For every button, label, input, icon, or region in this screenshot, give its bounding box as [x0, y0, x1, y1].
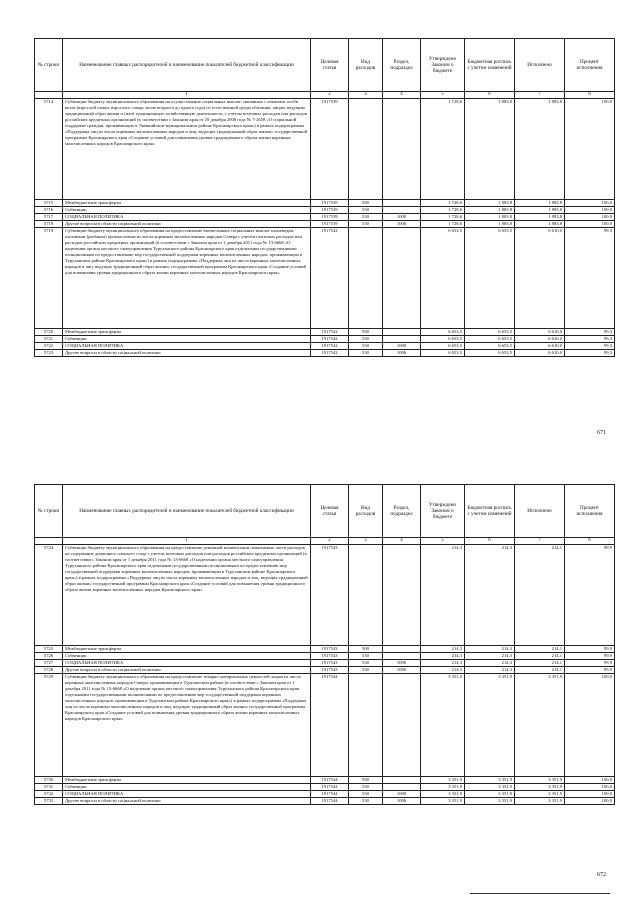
table-row	[35, 228, 615, 329]
cell-target: 1917543	[311, 545, 349, 646]
col-index: 2	[311, 92, 349, 99]
cell-approved: 3 351,9	[421, 798, 465, 805]
cell-target: 1917543	[311, 667, 349, 674]
cell-budget: 3 351,9	[465, 798, 515, 805]
cell-executed: 214,1	[515, 545, 565, 646]
col-index: 7	[515, 92, 565, 99]
cell-percent: 100,0	[565, 674, 615, 777]
col-index: 4	[383, 538, 421, 545]
cell-percent: 99,9	[565, 667, 615, 674]
cell-kind: 530	[349, 798, 383, 805]
cell-percent: 100,0	[565, 777, 615, 784]
header-target: Целевая статья	[311, 39, 349, 92]
cell-kind: 530	[349, 667, 383, 674]
header-row-no: № строки	[35, 485, 63, 538]
cell-row-no: 5725	[35, 646, 63, 653]
cell-name: СОЦИАЛЬНАЯ ПОЛИТИКА	[63, 791, 311, 798]
cell-row-no: 5716	[35, 207, 63, 214]
cell-approved: 3 351,9	[421, 791, 465, 798]
cell-executed: 1 883,8	[515, 214, 565, 221]
cell-approved: 6 653,5	[421, 228, 465, 329]
cell-executed: 1 883,8	[515, 207, 565, 214]
cell-approved: 1 728,6	[421, 207, 465, 214]
cell-target: 1917542	[311, 336, 349, 343]
cell-row-no: 5717	[35, 214, 63, 221]
table-row	[35, 214, 615, 221]
cell-section	[383, 228, 421, 329]
cell-row-no: 5731	[35, 784, 63, 791]
cell-kind: 530	[349, 221, 383, 228]
cell-budget: 6 653,5	[465, 343, 515, 350]
header-executed: Исполнено	[515, 39, 565, 92]
cell-approved: 6 653,5	[421, 329, 465, 336]
table-row	[35, 221, 615, 228]
cell-row-no: 5733	[35, 798, 63, 805]
cell-percent: 99,9	[565, 653, 615, 660]
footer-rule	[470, 893, 610, 894]
cell-executed: 214,1	[515, 660, 565, 667]
header-section: Раздел, подраздел	[383, 485, 421, 538]
cell-budget: 1 883,8	[465, 221, 515, 228]
cell-name: Межбюджетные трансферты	[63, 200, 311, 207]
cell-approved: 3 351,9	[421, 674, 465, 777]
cell-section	[383, 329, 421, 336]
cell-approved: 214,3	[421, 667, 465, 674]
cell-row-no: 5729	[35, 674, 63, 777]
cell-row-no: 5721	[35, 336, 63, 343]
cell-budget: 1 883,8	[465, 200, 515, 207]
cell-name: Межбюджетные трансферты	[63, 646, 311, 653]
cell-section: 1000	[383, 660, 421, 667]
header-kind: Вид расходов	[349, 485, 383, 538]
cell-target: 1917539	[311, 221, 349, 228]
cell-section	[383, 784, 421, 791]
table-row	[35, 798, 615, 805]
table-row	[35, 646, 615, 653]
cell-percent: 99,3	[565, 329, 615, 336]
cell-executed: 214,1	[515, 646, 565, 653]
budget-table-page-2	[34, 484, 615, 805]
cell-kind: 530	[349, 207, 383, 214]
cell-kind: 530	[349, 214, 383, 221]
col-index: 8	[565, 92, 615, 99]
cell-approved: 6 653,5	[421, 343, 465, 350]
cell-budget: 3 351,9	[465, 784, 515, 791]
cell-name: Межбюджетные трансферты	[63, 777, 311, 784]
cell-executed: 1 883,8	[515, 200, 565, 207]
header-budget-list: Бюджетная роспись с учетом изменений	[465, 39, 515, 92]
cell-target: 1917542	[311, 329, 349, 336]
cell-kind: 500	[349, 200, 383, 207]
cell-budget: 6 653,5	[465, 228, 515, 329]
cell-name: Другие вопросы в области социальной политики	[63, 221, 311, 228]
cell-row-no: 5719	[35, 228, 63, 329]
cell-row-no: 5726	[35, 653, 63, 660]
cell-kind: 500	[349, 329, 383, 336]
cell-kind: 530	[349, 336, 383, 343]
cell-approved: 3 351,9	[421, 784, 465, 791]
col-index: 3	[349, 92, 383, 99]
col-index: 2	[311, 538, 349, 545]
cell-target: 1917539	[311, 207, 349, 214]
col-index: 8	[565, 538, 615, 545]
cell-approved: 1 728,6	[421, 214, 465, 221]
col-index: 5	[421, 92, 465, 99]
cell-kind: 530	[349, 791, 383, 798]
table-row	[35, 207, 615, 214]
cell-row-no: 5730	[35, 777, 63, 784]
cell-budget: 1 883,8	[465, 207, 515, 214]
header-kind: Вид расходов	[349, 39, 383, 92]
cell-target: 1917539	[311, 214, 349, 221]
cell-budget: 1 883,8	[465, 99, 515, 200]
cell-name: Межбюджетные трансферты	[63, 329, 311, 336]
cell-approved: 214,3	[421, 545, 465, 646]
cell-name: Субвенции бюджету муниципального образования на предоставление ежемесячных социальных выплат оленеводам, охотникам (рыбакам) промысловым из числа коренных малочисленных народов Севера с учетом почтовых расходов или расходов российских кредитных организаций (в соответствии с Законом края от 1 декабря 2011 года № 13-6668 «О наделении органа местного самоуправления Туруханского района Красноярского края отдельными государственными полномочиями по предоставлению мер государственной поддержки коренных малочисленных народов, проживающим в Туруханском районе Красноярского края») в рамках подпрограммы «Поддержка лиц из числа коренных малочисленных народов и лиц, ведущих традиционный образ жизни» государственной программы Красноярского края «Создание условий для повышения уровня традиционного образа жизни коренных малочисленных народов Красноярского края»	[63, 228, 311, 329]
cell-budget: 6 653,5	[465, 350, 515, 357]
header-approved: Утверждено Законом о бюджете	[421, 485, 465, 538]
cell-name: Субвенции	[63, 653, 311, 660]
table-row	[35, 200, 615, 207]
cell-kind: 500	[349, 646, 383, 653]
table-row	[35, 350, 615, 357]
cell-executed: 214,1	[515, 653, 565, 660]
cell-approved: 1 728,6	[421, 99, 465, 200]
cell-executed: 3 351,9	[515, 798, 565, 805]
cell-target: 1917543	[311, 660, 349, 667]
table-row	[35, 660, 615, 667]
cell-row-no: 5718	[35, 221, 63, 228]
cell-executed: 3 351,9	[515, 674, 565, 777]
cell-row-no: 5715	[35, 200, 63, 207]
cell-section: 1006	[383, 798, 421, 805]
cell-name: Другие вопросы в области социальной политики	[63, 667, 311, 674]
table-header-row	[35, 485, 615, 538]
cell-percent: 100,0	[565, 99, 615, 200]
cell-executed: 6 610,0	[515, 350, 565, 357]
col-index: 1	[63, 92, 311, 99]
cell-executed: 1 883,8	[515, 99, 565, 200]
cell-target: 1917544	[311, 791, 349, 798]
cell-name: СОЦИАЛЬНАЯ ПОЛИТИКА	[63, 343, 311, 350]
cell-percent: 99,9	[565, 545, 615, 646]
cell-percent: 99,3	[565, 228, 615, 329]
column-index-row	[35, 538, 615, 545]
cell-approved: 1 728,6	[421, 221, 465, 228]
cell-name: Субвенции	[63, 784, 311, 791]
cell-row-no: 5720	[35, 329, 63, 336]
cell-kind: 530	[349, 660, 383, 667]
cell-percent: 100,0	[565, 200, 615, 207]
cell-budget: 214,3	[465, 660, 515, 667]
header-target: Целевая статья	[311, 485, 349, 538]
cell-budget: 3 351,9	[465, 777, 515, 784]
cell-kind: 530	[349, 343, 383, 350]
cell-executed: 214,1	[515, 667, 565, 674]
cell-row-no: 5732	[35, 791, 63, 798]
cell-section: 1000	[383, 214, 421, 221]
table-row	[35, 653, 615, 660]
cell-section	[383, 674, 421, 777]
table-header-row	[35, 39, 615, 92]
col-index: 4	[383, 92, 421, 99]
column-index-row	[35, 92, 615, 99]
cell-executed: 6 610,0	[515, 343, 565, 350]
cell-name: СОЦИАЛЬНАЯ ПОЛИТИКА	[63, 660, 311, 667]
cell-approved: 3 351,9	[421, 777, 465, 784]
cell-budget: 214,3	[465, 646, 515, 653]
cell-target: 1917542	[311, 228, 349, 329]
col-index: 6	[465, 92, 515, 99]
page-number: 671	[597, 430, 606, 436]
cell-percent: 99,9	[565, 660, 615, 667]
cell-percent: 100,0	[565, 214, 615, 221]
header-percent: Процент исполнения	[565, 39, 615, 92]
cell-name: СОЦИАЛЬНАЯ ПОЛИТИКА	[63, 214, 311, 221]
cell-budget: 3 351,9	[465, 674, 515, 777]
table-row	[35, 329, 615, 336]
cell-executed: 3 351,9	[515, 791, 565, 798]
cell-budget: 214,3	[465, 653, 515, 660]
cell-kind: 530	[349, 653, 383, 660]
header-name: Наименование главных распорядителей и наименование показателей бюджетной классификации	[63, 485, 311, 538]
cell-name: Другие вопросы в области социальной политики	[63, 350, 311, 357]
cell-row-no: 5723	[35, 350, 63, 357]
cell-budget: 214,3	[465, 545, 515, 646]
cell-percent: 100,0	[565, 221, 615, 228]
cell-target: 1917543	[311, 646, 349, 653]
cell-percent: 100,0	[565, 207, 615, 214]
cell-name: Субвенции бюджету муниципального образования на предоставление денежной компенсации пожизненно части расходов на содержание домашнего оленьего стада с учетом почтовых расходов или расходов российских кредитных организаций (в соответствии с Законом края от 1 декабря 2011 года № 13-6668 «О наделении органа местного самоуправления Туруханского района Красноярского края отдельными государственными полномочиями по предоставлению мер государственной поддержки коренных малочисленных народов, проживающим в Туруханском районе Красноярского края») в рамках подпрограммы «Поддержка лиц из числа коренных малочисленных народов и лиц, ведущих традиционный образ жизни» государственной программы Красноярского края «Создание условий для повышения уровня традиционного образа жизни коренных малочисленных народов Красноярского края»	[63, 545, 311, 646]
header-approved: Утверждено Законом о бюджете	[421, 39, 465, 92]
table-row	[35, 791, 615, 798]
col-index: 7	[515, 538, 565, 545]
cell-kind	[349, 228, 383, 329]
cell-approved: 6 653,5	[421, 350, 465, 357]
cell-kind	[349, 99, 383, 200]
cell-percent: 100,0	[565, 784, 615, 791]
cell-section: 1006	[383, 350, 421, 357]
cell-percent: 99,9	[565, 646, 615, 653]
cell-budget: 6 653,5	[465, 329, 515, 336]
cell-row-no: 5722	[35, 343, 63, 350]
header-percent: Процент исполнения	[565, 485, 615, 538]
cell-budget: 6 653,5	[465, 336, 515, 343]
header-row-no: № строки	[35, 39, 63, 92]
cell-executed: 6 610,0	[515, 228, 565, 329]
table-row	[35, 99, 615, 200]
col-index: 3	[349, 538, 383, 545]
cell-percent: 100,0	[565, 791, 615, 798]
cell-percent: 99,3	[565, 343, 615, 350]
cell-name: Субвенции	[63, 207, 311, 214]
header-executed: Исполнено	[515, 485, 565, 538]
cell-target: 1917543	[311, 653, 349, 660]
col-index: 5	[421, 538, 465, 545]
cell-target: 1917544	[311, 777, 349, 784]
page-number: 672	[597, 872, 606, 878]
cell-name: Субвенции	[63, 336, 311, 343]
cell-executed: 6 610,0	[515, 336, 565, 343]
cell-row-no: 5714	[35, 99, 63, 200]
cell-kind: 530	[349, 784, 383, 791]
cell-name: Другие вопросы в области социальной политики	[63, 798, 311, 805]
cell-target: 1917544	[311, 798, 349, 805]
cell-section	[383, 336, 421, 343]
cell-executed: 1 883,8	[515, 221, 565, 228]
cell-name: Субвенции бюджету муниципального образования на предоставление товарно-материальных ценностей лицам из числа коренных малочисленных народов Севера, проживающим в Туруханском районе (в соответствии с Законом края от 1 декабря 2011 года № 13-6668 «О наделении органа местного самоуправления Туруханского района Красноярского края отдельными государственными полномочиями по предоставлению мер государственной поддержки коренных малочисленных народов, проживающим в Туруханском районе Красноярского края») в рамках подпрограммы «Поддержка лиц из числа коренных малочисленных народов и лиц, ведущих традиционный образ жизни» государственной программы Красноярского края «Создание условий для повышения уровня традиционного образа жизни коренных малочисленных народов Красноярского края»	[63, 674, 311, 777]
cell-name: Субвенции бюджету муниципального образования на осуществление социальных выплат, связанных с изъятием особи козла (взрослой самки, взрослого самца, возле возраста до одного года) из естественной среды обитания, лицам, ведущим традиционный образ жизни и (или) традиционную хозяйственную деятельность, с учетом почтовых расходов или расходов российских кредитных организаций (в соответствии с Законом края от 18 декабря 2008 года № 7-2658 «О социальной поддержке граждан, проживающих в Эвенкийском муниципальном районе Красноярского края») в рамках подпрограммы «Поддержка лиц из числа коренных малочисленных народов и лиц, ведущих традиционный образ жизни» государственной программы Красноярского края «Создание условий для повышения уровня традиционного образа жизни коренных малочисленных народов Красноярского края»	[63, 99, 311, 200]
cell-kind: 500	[349, 777, 383, 784]
cell-executed: 3 351,9	[515, 777, 565, 784]
cell-target: 1917544	[311, 784, 349, 791]
cell-percent: 99,3	[565, 350, 615, 357]
cell-section: 1000	[383, 791, 421, 798]
cell-target: 1917542	[311, 350, 349, 357]
cell-budget: 214,3	[465, 667, 515, 674]
cell-executed: 6 610,0	[515, 329, 565, 336]
table-row	[35, 777, 615, 784]
cell-target: 1917542	[311, 343, 349, 350]
table-row	[35, 667, 615, 674]
cell-section	[383, 207, 421, 214]
cell-section: 1000	[383, 343, 421, 350]
budget-table-page-1	[34, 38, 615, 357]
cell-section	[383, 777, 421, 784]
table-row	[35, 784, 615, 791]
cell-target: 1917544	[311, 674, 349, 777]
cell-approved: 214,3	[421, 646, 465, 653]
cell-section	[383, 99, 421, 200]
cell-approved: 214,3	[421, 660, 465, 667]
header-budget-list: Бюджетная роспись с учетом изменений	[465, 485, 515, 538]
cell-percent: 100,0	[565, 798, 615, 805]
cell-section	[383, 646, 421, 653]
cell-executed: 3 351,9	[515, 784, 565, 791]
table-row	[35, 674, 615, 777]
cell-target: 1917539	[311, 200, 349, 207]
col-index: 6	[465, 538, 515, 545]
header-section: Раздел, подраздел	[383, 39, 421, 92]
table-row	[35, 545, 615, 646]
cell-budget: 1 883,8	[465, 214, 515, 221]
header-name: Наименование главных распорядителей и наименование показателей бюджетной классификации	[63, 39, 311, 92]
cell-row-no: 5728	[35, 667, 63, 674]
cell-kind	[349, 674, 383, 777]
cell-approved: 6 653,5	[421, 336, 465, 343]
cell-approved: 1 728,6	[421, 200, 465, 207]
cell-section	[383, 653, 421, 660]
cell-target: 1917539	[311, 99, 349, 200]
cell-row-no: 5727	[35, 660, 63, 667]
table-row	[35, 336, 615, 343]
cell-section	[383, 200, 421, 207]
cell-section	[383, 545, 421, 646]
cell-section: 1006	[383, 221, 421, 228]
cell-row-no: 5724	[35, 545, 63, 646]
cell-section: 1006	[383, 667, 421, 674]
cell-percent: 99,3	[565, 336, 615, 343]
cell-kind: 530	[349, 350, 383, 357]
cell-budget: 3 351,9	[465, 791, 515, 798]
col-index: 1	[63, 538, 311, 545]
cell-approved: 214,3	[421, 653, 465, 660]
table-row	[35, 343, 615, 350]
cell-kind	[349, 545, 383, 646]
